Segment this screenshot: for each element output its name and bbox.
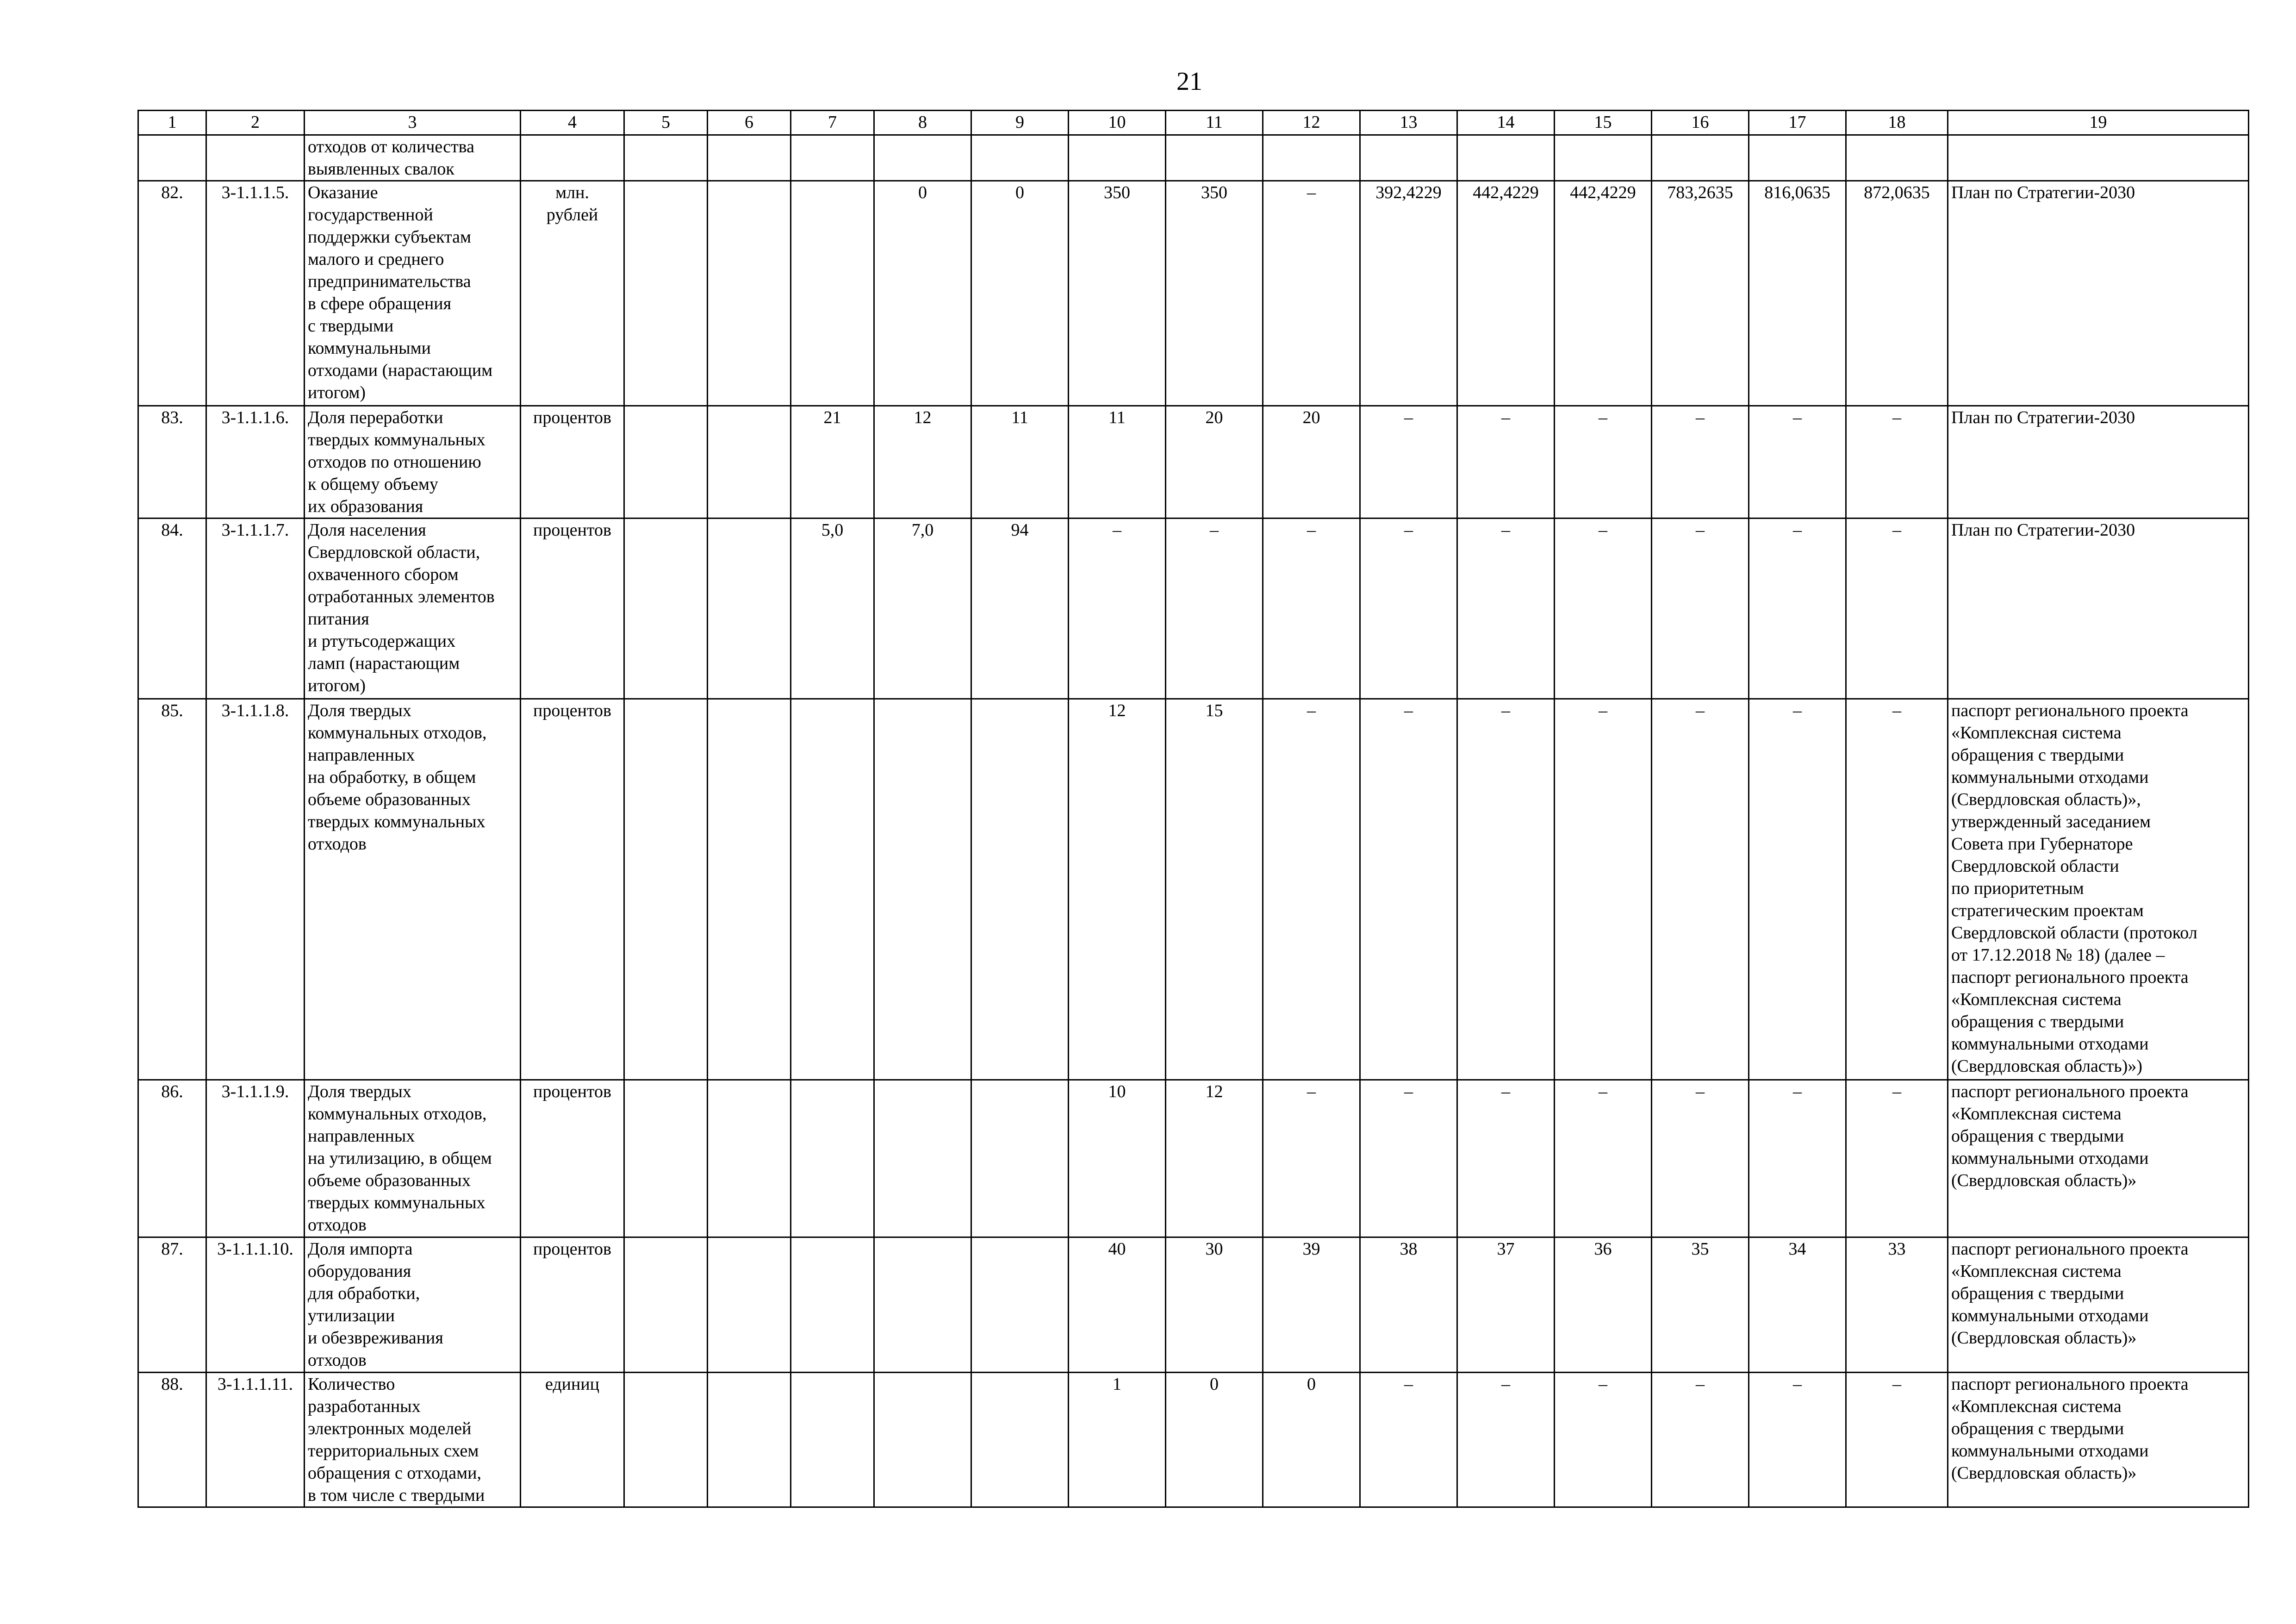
cell-value: 11 — [1069, 406, 1166, 518]
cell-value — [708, 1237, 791, 1373]
cell-unit: процентов — [521, 406, 624, 518]
cell-value: – — [1360, 1080, 1457, 1237]
cell-value: – — [1652, 1080, 1749, 1237]
column-header-9: 9 — [971, 111, 1069, 135]
cell-value: – — [1263, 699, 1360, 1080]
column-header-5: 5 — [624, 111, 708, 135]
cell-value — [1263, 135, 1360, 181]
cell-unit: млн. рублей — [521, 181, 624, 406]
table-row — [138, 181, 2249, 406]
cell-source: паспорт регионального проекта «Комплексная система обращения с твердыми коммунальными отходами (Свердловская область)» — [1948, 1373, 2249, 1507]
cell-value: – — [1457, 1373, 1555, 1507]
cell-value — [1360, 135, 1457, 181]
cell-value: – — [1457, 406, 1555, 518]
cell-indicator-name: Доля твердых коммунальных отходов, направленных на утилизацию, в общем объеме образованных твердых коммунальных отходов — [305, 1080, 521, 1237]
cell-value — [791, 135, 874, 181]
column-header-7: 7 — [791, 111, 874, 135]
cell-unit: процентов — [521, 518, 624, 699]
cell-value — [791, 1237, 874, 1373]
column-header-14: 14 — [1457, 111, 1555, 135]
cell-value: – — [1360, 406, 1457, 518]
cell-code: 3-1.1.1.7. — [206, 518, 305, 699]
column-header-11: 11 — [1166, 111, 1263, 135]
cell-value: 0 — [874, 181, 971, 406]
table-row — [138, 699, 2249, 1080]
cell-value: – — [1555, 1373, 1652, 1507]
cell-value: – — [1846, 1373, 1948, 1507]
cell-value — [1652, 135, 1749, 181]
cell-value — [624, 1237, 708, 1373]
cell-code — [206, 135, 305, 181]
column-header-2: 2 — [206, 111, 305, 135]
table-row — [138, 518, 2249, 699]
cell-indicator-name: Количество разработанных электронных моделей территориальных схем обращения с отходами, в том числе с твердыми — [305, 1373, 521, 1507]
column-header-3: 3 — [305, 111, 521, 135]
cell-value — [624, 699, 708, 1080]
cell-value — [791, 699, 874, 1080]
cell-indicator-name: Оказание государственной поддержки субъектам малого и среднего предпринимательства в сфере обращения с твердыми коммунальными отходами (нарастающим итогом) — [305, 181, 521, 406]
cell-value — [1749, 135, 1846, 181]
cell-unit: процентов — [521, 1080, 624, 1237]
cell-value: – — [1069, 518, 1166, 699]
cell-value: 40 — [1069, 1237, 1166, 1373]
cell-value: – — [1846, 1080, 1948, 1237]
column-header-17: 17 — [1749, 111, 1846, 135]
cell-value: – — [1360, 518, 1457, 699]
cell-num: 83. — [138, 406, 206, 518]
cell-indicator-name: Доля населения Свердловской области, охваченного сбором отработанных элементов питания и ртутьсодержащих ламп (нарастающим итогом) — [305, 518, 521, 699]
column-header-6: 6 — [708, 111, 791, 135]
column-header-8: 8 — [874, 111, 971, 135]
cell-value — [624, 181, 708, 406]
cell-num: 82. — [138, 181, 206, 406]
cell-value: 783,2635 — [1652, 181, 1749, 406]
cell-value: 816,0635 — [1749, 181, 1846, 406]
cell-value: 442,4229 — [1555, 181, 1652, 406]
cell-value: – — [1360, 699, 1457, 1080]
cell-value: 10 — [1069, 1080, 1166, 1237]
cell-source: План по Стратегии-2030 — [1948, 406, 2249, 518]
cell-unit: процентов — [521, 1237, 624, 1373]
cell-value — [708, 135, 791, 181]
cell-value — [624, 1080, 708, 1237]
cell-value — [971, 1237, 1069, 1373]
cell-value — [874, 1373, 971, 1507]
column-header-13: 13 — [1360, 111, 1457, 135]
cell-value: – — [1749, 1080, 1846, 1237]
cell-source: паспорт регионального проекта «Комплексная система обращения с твердыми коммунальными отходами (Свердловская область)» — [1948, 1237, 2249, 1373]
cell-value — [971, 699, 1069, 1080]
cell-value: – — [1749, 518, 1846, 699]
cell-value: 0 — [971, 181, 1069, 406]
cell-indicator-name: Доля переработки твердых коммунальных отходов по отношению к общему объему их образования — [305, 406, 521, 518]
cell-value: – — [1846, 406, 1948, 518]
cell-value — [971, 135, 1069, 181]
cell-value — [624, 518, 708, 699]
cell-value: 36 — [1555, 1237, 1652, 1373]
table-row — [138, 1080, 2249, 1237]
cell-value — [708, 518, 791, 699]
column-header-4: 4 — [521, 111, 624, 135]
cell-value: – — [1846, 518, 1948, 699]
column-header-12: 12 — [1263, 111, 1360, 135]
cell-value — [624, 406, 708, 518]
cell-value: 37 — [1457, 1237, 1555, 1373]
column-header-18: 18 — [1846, 111, 1948, 135]
cell-value: – — [1263, 181, 1360, 406]
cell-value — [708, 699, 791, 1080]
cell-value: – — [1166, 518, 1263, 699]
cell-value: 20 — [1166, 406, 1263, 518]
cell-value: – — [1555, 1080, 1652, 1237]
cell-value: 7,0 — [874, 518, 971, 699]
cell-value — [791, 181, 874, 406]
cell-value — [708, 1080, 791, 1237]
cell-value: 39 — [1263, 1237, 1360, 1373]
page-number: 21 — [1176, 67, 1202, 96]
cell-code: 3-1.1.1.11. — [206, 1373, 305, 1507]
table-row — [138, 1373, 2249, 1507]
cell-unit — [521, 135, 624, 181]
cell-value: – — [1360, 1373, 1457, 1507]
cell-value — [791, 1080, 874, 1237]
column-header-16: 16 — [1652, 111, 1749, 135]
cell-value: – — [1652, 699, 1749, 1080]
cell-value — [1555, 135, 1652, 181]
cell-value — [791, 1373, 874, 1507]
cell-value: 15 — [1166, 699, 1263, 1080]
cell-indicator-name: отходов от количества выявленных свалок — [305, 135, 521, 181]
cell-value: 350 — [1069, 181, 1166, 406]
cell-value — [874, 1080, 971, 1237]
cell-value: 12 — [874, 406, 971, 518]
cell-value: 872,0635 — [1846, 181, 1948, 406]
cell-value: – — [1555, 699, 1652, 1080]
cell-num: 85. — [138, 699, 206, 1080]
cell-code: 3-1.1.1.5. — [206, 181, 305, 406]
cell-num — [138, 135, 206, 181]
table-row — [138, 406, 2249, 518]
cell-code: 3-1.1.1.10. — [206, 1237, 305, 1373]
cell-value: 11 — [971, 406, 1069, 518]
cell-unit: единиц — [521, 1373, 624, 1507]
column-header-1: 1 — [138, 111, 206, 135]
cell-value: – — [1263, 518, 1360, 699]
cell-code: 3-1.1.1.9. — [206, 1080, 305, 1237]
cell-value: – — [1749, 406, 1846, 518]
cell-indicator-name: Доля твердых коммунальных отходов, направленных на обработку, в общем объеме образованных твердых коммунальных отходов — [305, 699, 521, 1080]
cell-value: 392,4229 — [1360, 181, 1457, 406]
cell-value: 0 — [1263, 1373, 1360, 1507]
cell-value: 34 — [1749, 1237, 1846, 1373]
cell-value — [1846, 135, 1948, 181]
table-body — [138, 135, 2249, 1507]
cell-value — [874, 135, 971, 181]
cell-value: – — [1457, 699, 1555, 1080]
column-header-19: 19 — [1948, 111, 2249, 135]
cell-source — [1948, 135, 2249, 181]
cell-value: – — [1652, 406, 1749, 518]
cell-value: 30 — [1166, 1237, 1263, 1373]
cell-source: План по Стратегии-2030 — [1948, 181, 2249, 406]
cell-value — [1457, 135, 1555, 181]
cell-value: – — [1652, 518, 1749, 699]
cell-value: – — [1749, 699, 1846, 1080]
cell-value: 5,0 — [791, 518, 874, 699]
cell-num: 86. — [138, 1080, 206, 1237]
cell-num: 87. — [138, 1237, 206, 1373]
cell-value: – — [1555, 518, 1652, 699]
cell-code: 3-1.1.1.6. — [206, 406, 305, 518]
cell-code: 3-1.1.1.8. — [206, 699, 305, 1080]
cell-value: – — [1457, 518, 1555, 699]
cell-value: 1 — [1069, 1373, 1166, 1507]
cell-value — [971, 1080, 1069, 1237]
header-row — [138, 111, 2249, 135]
cell-source: План по Стратегии-2030 — [1948, 518, 2249, 699]
indicators-table — [137, 110, 2249, 1508]
cell-value — [624, 1373, 708, 1507]
table-row — [138, 1237, 2249, 1373]
cell-value: 35 — [1652, 1237, 1749, 1373]
cell-value: 38 — [1360, 1237, 1457, 1373]
cell-num: 84. — [138, 518, 206, 699]
cell-num: 88. — [138, 1373, 206, 1507]
cell-value: 350 — [1166, 181, 1263, 406]
cell-value — [708, 406, 791, 518]
cell-value — [624, 135, 708, 181]
cell-value: – — [1652, 1373, 1749, 1507]
cell-value — [874, 1237, 971, 1373]
cell-value — [971, 1373, 1069, 1507]
cell-value — [1166, 135, 1263, 181]
continuation-row — [138, 135, 2249, 181]
cell-value: 12 — [1166, 1080, 1263, 1237]
cell-value — [708, 181, 791, 406]
cell-value: – — [1749, 1373, 1846, 1507]
cell-value — [1069, 135, 1166, 181]
cell-unit: процентов — [521, 699, 624, 1080]
column-header-10: 10 — [1069, 111, 1166, 135]
cell-value: 94 — [971, 518, 1069, 699]
cell-source: паспорт регионального проекта «Комплексная система обращения с твердыми коммунальными отходами (Свердловская область)», утвержденный заседанием Совета при Губернаторе Свердловской области по приоритетным стратегическим проектам Свердловской области (протокол от 17.12.2018 № 18) (далее – паспорт регионального проекта «Комплексная система обращения с твердыми коммунальными отходами (Свердловская область)») — [1948, 699, 2249, 1080]
cell-value: 0 — [1166, 1373, 1263, 1507]
cell-value: 21 — [791, 406, 874, 518]
cell-value: – — [1846, 699, 1948, 1080]
cell-value: – — [1457, 1080, 1555, 1237]
cell-value: 20 — [1263, 406, 1360, 518]
cell-value: 12 — [1069, 699, 1166, 1080]
cell-value: – — [1263, 1080, 1360, 1237]
cell-value: 442,4229 — [1457, 181, 1555, 406]
cell-value: – — [1555, 406, 1652, 518]
cell-source: паспорт регионального проекта «Комплексная система обращения с твердыми коммунальными отходами (Свердловская область)» — [1948, 1080, 2249, 1237]
column-header-15: 15 — [1555, 111, 1652, 135]
cell-value: 33 — [1846, 1237, 1948, 1373]
cell-value — [874, 699, 971, 1080]
cell-indicator-name: Доля импорта оборудования для обработки, утилизации и обезвреживания отходов — [305, 1237, 521, 1373]
cell-value — [708, 1373, 791, 1507]
